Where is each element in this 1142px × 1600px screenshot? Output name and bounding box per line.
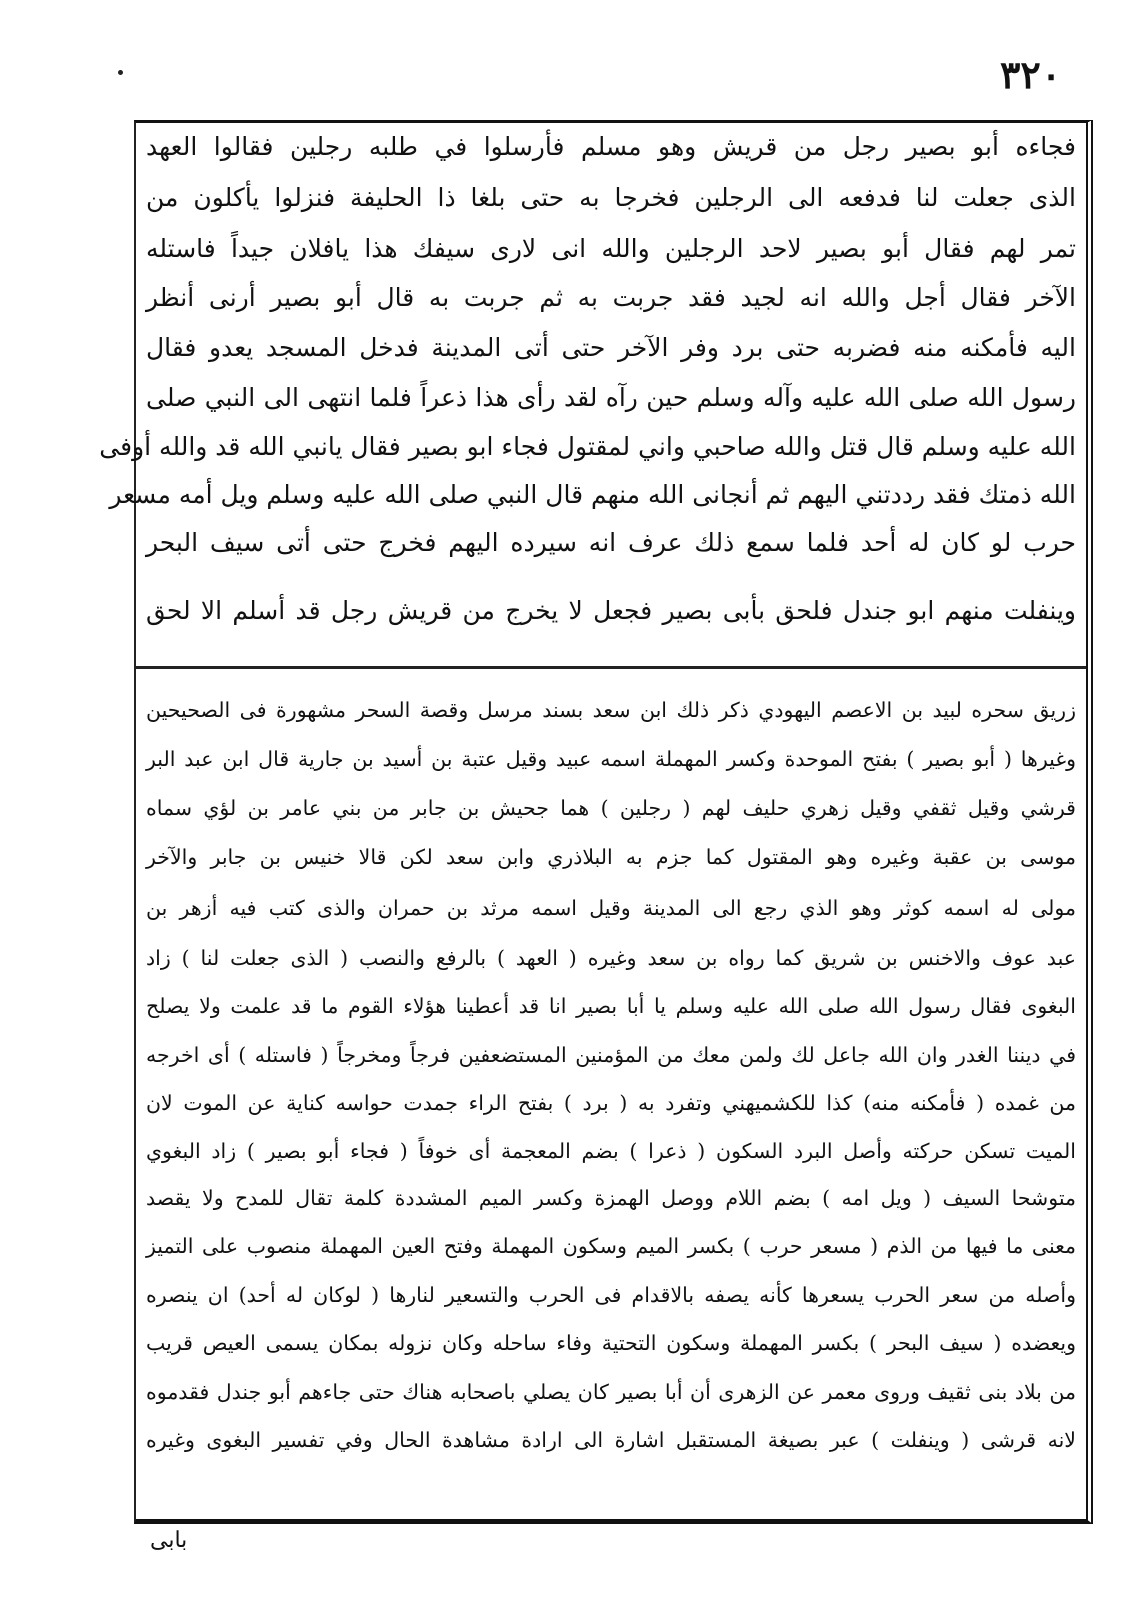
footnote-line: زريق سحره لبيد بن الاعصم اليهودي ذكر ذلك ابن سعد بسند مرسل وقصة السحر مشهورة فى الصحيحين: [146, 698, 1076, 722]
main-line: فجاءه أبو بصير رجل من قريش وهو مسلم فأرسلوا في طلبه رجلين فقالوا العهد: [146, 132, 1076, 161]
page-number: ٣٢٠: [1000, 52, 1062, 97]
footnote-line: موسى بن عقبة وغيره وهو المقتول كما جزم به البلاذري وابن سعد لكن قالا خنيس بن جابر والآخر: [146, 845, 1076, 869]
footnote-line: متوشحا السيف ( ويل امه ) بضم اللام ووصل الهمزة وكسر الميم المشددة كلمة تقال للمدح ولا يقصد: [146, 1186, 1076, 1210]
footnote-line: من بلاد بنى ثقيف وروى معمر عن الزهرى أن أبا بصير كان يصلي باصحابه هناك حتى جاءهم أبو جندل فقدموه: [146, 1380, 1076, 1404]
footnote-line: من غمده ( فأمكنه منه) كذا للكشميهني وتفرد به ( برد ) بفتح الراء جمدت حواسه كناية عن الموت لان: [146, 1091, 1076, 1115]
footnote-line: معنى ما فيها من الذم ( مسعر حرب ) بكسر الميم وسكون المهملة وفتح العين المهملة منصوب على التميز: [146, 1234, 1076, 1258]
footnote-line: وغيرها ( أبو بصير ) بفتح الموحدة وكسر المهملة اسمه عبيد وقيل عتبة بن أسيد بن جارية قال ابن عبد البر: [146, 747, 1076, 771]
footnote-separator: [134, 666, 1086, 669]
catchword: بابى: [150, 1528, 188, 1553]
footnote-line: مولى له اسمه كوثر وهو الذي رجع الى المدينة وقيل اسمه مرثد بن حمران والذى كتب فيه أزهر بن: [146, 896, 1076, 920]
page-frame: [99, 120, 1093, 1524]
footnote-line: وأصله من سعر الحرب يسعرها كأنه يصفه بالاقدام فى الحرب والتسعير لنارها ( لوكان له أحد) ان ينصره: [146, 1283, 1076, 1307]
footnote-line: عبد عوف والاخنس بن شريق كما رواه بن سعد وغيره ( العهد ) بالرفع والنصب ( الذى جعلت لنا ) زاد: [146, 946, 1076, 970]
footnote-line: لانه قرشى ( وينفلت ) عبر بصيغة المستقبل اشارة الى ارادة مشاهدة الحال وفي تفسير البغوى وغيره: [146, 1428, 1076, 1452]
footnote-line: البغوى فقال رسول الله صلى الله عليه وسلم يا أبا بصير انا قد أعطينا هؤلاء القوم ما قد علمت ولا يصلح: [146, 994, 1076, 1018]
main-line: تمر لهم فقال أبو بصير لاحد الرجلين والله انى لارى سيفك هذا يافلان جيداً فاستله: [146, 234, 1076, 263]
footnote-line: قرشي وقيل ثقفي وقيل زهري حليف لهم ( رجلين ) هما جحيش بن جابر من بني عامر بن لؤي سماه: [146, 796, 1076, 820]
footnote-line: في ديننا الغدر وان الله جاعل لك ولمن معك من المؤمنين المستضعفين فرجاً ومخرجاً ( فاستله ) أى اخرجه: [146, 1043, 1076, 1067]
main-line: الله ذمتك فقد رددتني اليهم ثم أنجانى الله منهم قال النبي صلى الله عليه وسلم ويل أمه مسعر: [109, 480, 1076, 509]
main-line: رسول الله صلى الله عليه وآله وسلم حين رآه لقد رأى هذا ذعراً فلما انتهى الى النبي صلى: [146, 383, 1076, 412]
page-dot-mark: [118, 70, 123, 75]
main-line: اليه فأمكنه منه فضربه حتى برد وفر الآخر حتى أتى المدينة فدخل المسجد يعدو فقال: [146, 333, 1076, 362]
main-line: الآخر فقال أجل والله انه لجيد فقد جربت به ثم جربت به قال أبو بصير أرنى أنظر: [146, 283, 1076, 312]
main-line: الذى جعلت لنا فدفعه الى الرجلين فخرجا به حتى بلغا ذا الحليفة فنزلوا يأكلون من: [146, 183, 1076, 212]
main-line: حرب لو كان له أحد فلما سمع ذلك عرف انه سيرده اليهم فخرج حتى أتى سيف البحر: [146, 528, 1076, 557]
footnote-line: ويعضده ( سيف البحر ) بكسر المهملة وسكون التحتية وفاء ساحله وكان نزوله بمكان يسمى العيص قريب: [146, 1331, 1076, 1355]
main-line: وينفلت منهم ابو جندل فلحق بأبى بصير فجعل لا يخرج من قريش رجل قد أسلم الا لحق: [146, 596, 1076, 625]
main-line: الله عليه وسلم قال قتل والله صاحبي واني لمقتول فجاء ابو بصير فقال يانبي الله قد والله أوفى: [99, 432, 1076, 461]
footnote-line: الميت تسكن حركته وأصل البرد السكون ( ذعرا ) بضم المعجمة أى خوفاً ( فجاء أبو بصير ) زاد البغوي: [146, 1139, 1076, 1163]
